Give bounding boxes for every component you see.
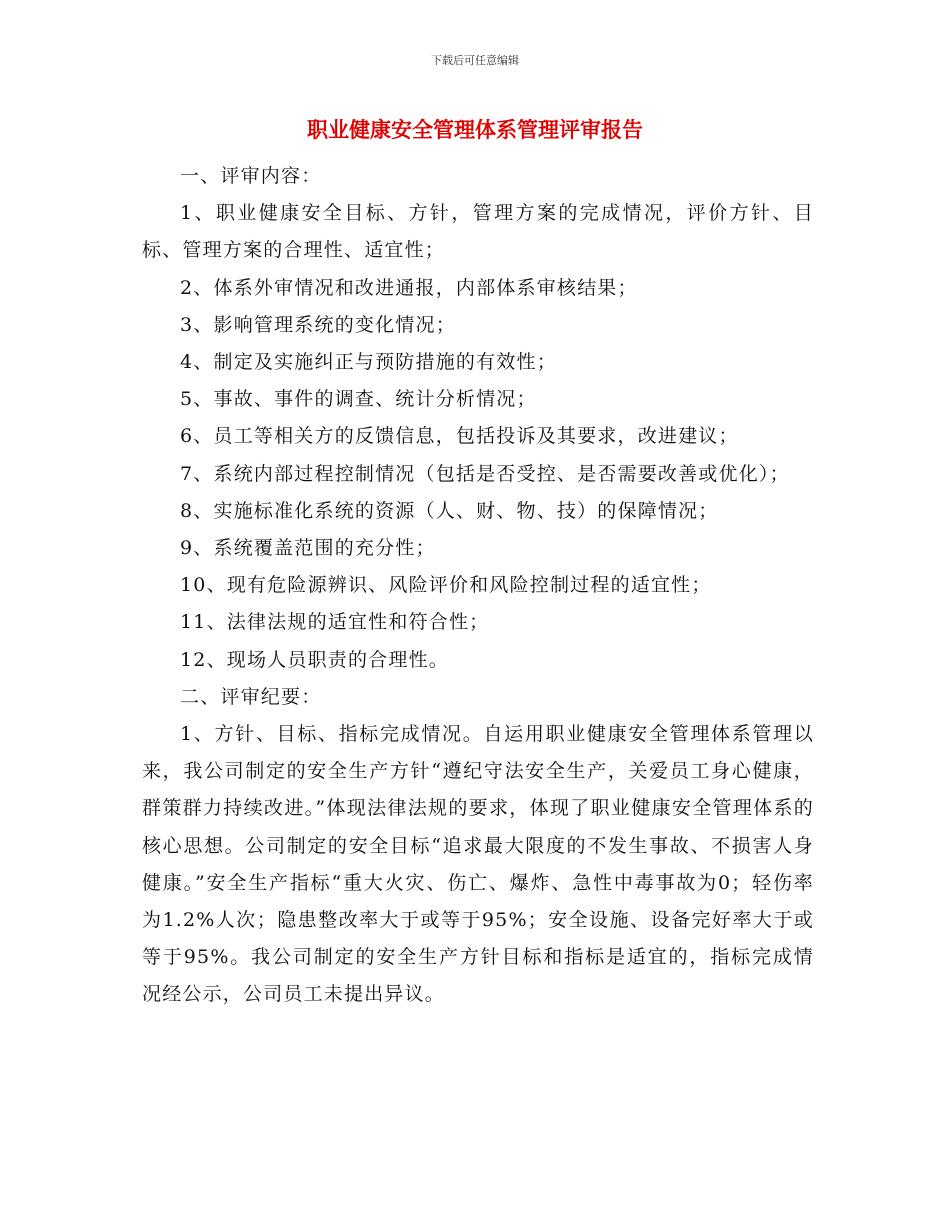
header-note: 下载后可任意编辑: [431, 54, 519, 67]
review-item-7: 7、系统内部过程控制情况（包括是否受控、是否需要改善或优化）；: [180, 462, 790, 485]
review-item-2: 2、体系外审情况和改进通报，内部体系审核结果；: [180, 276, 638, 299]
review-item-4: 4、制定及实施纠正与预防措施的有效性；: [180, 351, 557, 374]
review-item-6: 6、员工等相关方的反馈信息，包括投诉及其要求，改进建议；: [180, 425, 739, 448]
section-heading-review-content: 一、评审内容：: [180, 165, 322, 187]
review-item-1: 1、职业健康安全目标、方针，管理方案的完成情况，评价方针、目标、管理方案的合理性、适宜性；: [142, 202, 814, 262]
document-body: [142, 158, 814, 1014]
document-title: 职业健康安全管理体系管理评审报告: [307, 118, 643, 142]
review-item-12: 12、现场人员职责的合理性。: [180, 648, 449, 671]
section-heading-review-summary: 二、评审纪要：: [180, 685, 322, 708]
review-item-3: 3、影响管理系统的变化情况；: [180, 313, 456, 336]
review-item-11: 11、法律法规的适宜性和符合性；: [180, 611, 490, 634]
review-item-5: 5、事故、事件的调查、统计分析情况；: [180, 388, 537, 411]
summary-item-1: 1、方针、目标、指标完成情况。自运用职业健康安全管理体系管理以来，我公司制定的安全生产方针“遵纪守法安全生产，关爱员工身心健康，群策群力持续改进。”体现法律法规的要求，体现了职业健康安全管理体系的核心思想。公司制定的安全目标“追求最大限度的不发生事故、不损害人身健康。”安全生产指标“重大火灾、伤亡、爆炸、急性中毒事故为0；轻伤率为1.2%人次；隐患整改率大于或等于95%；安全设施、设备完好率大于或等于95%。我公司制定的安全生产方针目标和指标是适宜的，指标完成情况经公示，公司员工未提出异议。: [142, 723, 814, 1006]
review-item-8: 8、实施标准化系统的资源（人、财、物、技）的保障情况；: [180, 499, 719, 522]
review-item-10: 10、现有危险源辨识、风险评价和风险控制过程的适宜性；: [180, 574, 712, 597]
review-item-9: 9、系统覆盖范围的充分性；: [180, 537, 436, 560]
